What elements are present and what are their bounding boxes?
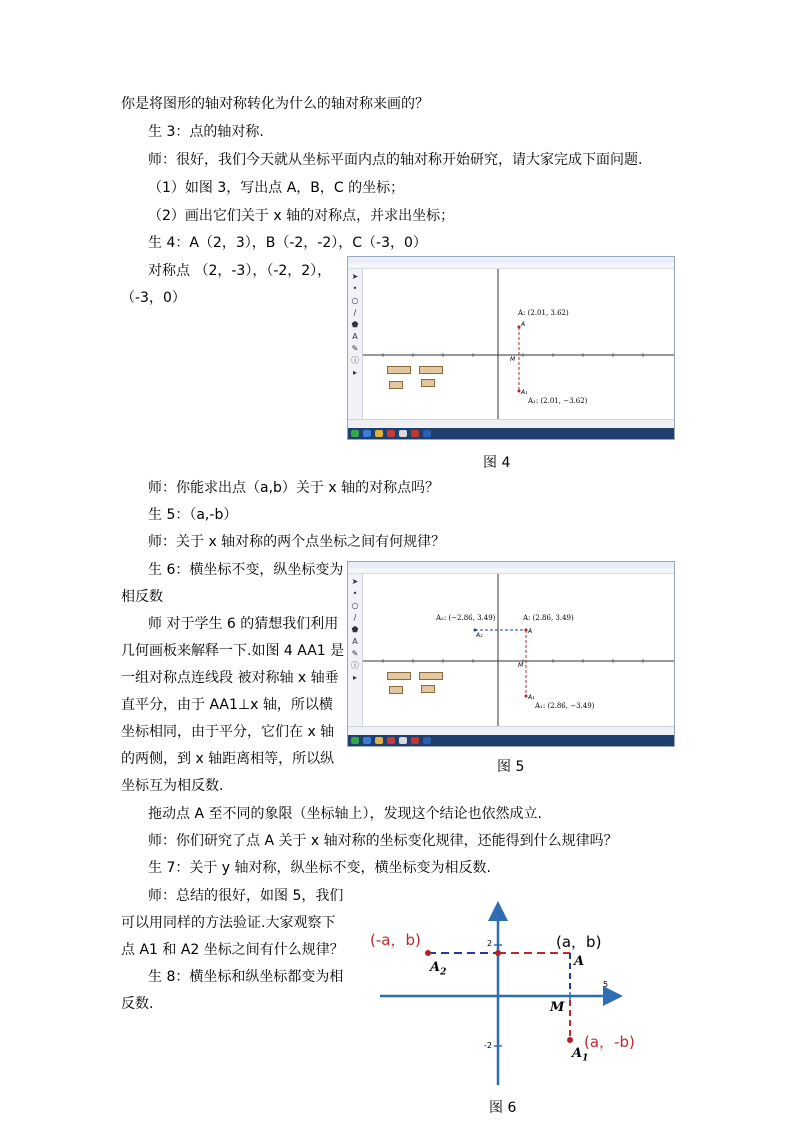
paragraph-student4: 生 4：A（2，3），B（-2，-2），C（-3，0） [148, 235, 427, 251]
point-a2-label: A₂ [476, 632, 483, 639]
paragraph-task2: （2）画出它们关于 x 轴的对称点，并求出坐标； [148, 208, 455, 224]
circle-tool-icon: ○ [351, 601, 359, 610]
toolbox [348, 269, 363, 419]
paragraph-summary-3: 点 A1 和 A2 坐标之间有什么规律？ [121, 942, 344, 958]
app-icon-2[interactable] [399, 737, 407, 744]
point-tool-icon: • [352, 284, 358, 293]
action-button-2[interactable] [419, 672, 443, 680]
text-tool-icon: A [352, 637, 358, 646]
folder-icon[interactable] [375, 430, 383, 437]
paragraph-explain-5: 坐标相同，由于平分，它们在 x 轴 [121, 724, 335, 740]
point-tool-icon: • [352, 589, 358, 598]
marker-tool-icon: ✎ [351, 344, 359, 353]
action-button-2[interactable] [419, 366, 443, 374]
point-a-label: A [528, 628, 533, 635]
figure-4-caption: 图 4 [483, 455, 511, 471]
info-tool-icon: ⓘ [351, 356, 359, 365]
tick-y-positive: 2 [487, 939, 493, 948]
taskbar [348, 428, 674, 439]
taskbar [348, 735, 674, 746]
pdf-icon[interactable] [411, 430, 419, 437]
point-m-label: M [518, 662, 524, 669]
line-tool-icon: ∕ [353, 308, 357, 317]
action-button-1[interactable] [387, 672, 411, 680]
paragraph-explain-2: 几何画板来解释一下.如图 4 AA1 是 [121, 643, 345, 659]
paragraph-teacher-more: 师：你们研究了点 A 关于 x 轴对称的坐标变化规律，还能得到什么规律吗？ [148, 833, 618, 849]
action-button-3[interactable] [389, 686, 403, 694]
label-a-coords: A: (2.86, 3.49) [523, 614, 574, 622]
action-button-3[interactable] [389, 381, 403, 389]
point-m-label: M [510, 356, 516, 363]
pdf-icon[interactable] [411, 737, 419, 744]
action-button-4[interactable] [421, 685, 435, 693]
point-a1-label: A₁ [521, 389, 528, 396]
figure-4-screenshot [347, 256, 675, 440]
label-a1-coords: A₁: (2.01, −3.62) [528, 397, 588, 405]
paragraph-student5: 生 5：（a,-b） [148, 507, 238, 523]
browser-icon[interactable] [363, 430, 371, 437]
app-icon-1[interactable] [387, 430, 395, 437]
paragraph-student6: 生 6：横坐标不变，纵坐标变为 [148, 562, 344, 578]
point-a-label: A [574, 954, 585, 969]
polygon-tool-icon: ⬟ [351, 320, 359, 329]
paragraph-student8: 生 8：横坐标和纵坐标都变为相 [148, 969, 344, 985]
paragraph-student3: 生 3：点的轴对称. [148, 124, 264, 140]
label-a2-coords: A₂: (−2.86, 3.49) [436, 614, 496, 622]
line-tool-icon: ∕ [353, 613, 357, 622]
sketch-canvas [363, 574, 674, 726]
figure-5-caption: 图 5 [497, 759, 525, 775]
label-a-coords: A: (2.01, 3.62) [518, 309, 569, 317]
coord-a2-label: (-a，b) [370, 931, 421, 949]
status-bar [348, 419, 674, 428]
point-a-label: A [521, 321, 526, 328]
polygon-tool-icon: ⬟ [351, 625, 359, 634]
paragraph-teacher-intro: 师：很好，我们今天就从坐标平面内点的轴对称开始研究，请大家完成下面问题. [148, 152, 643, 168]
action-button-1[interactable] [387, 366, 411, 374]
tick-y-negative: -2 [484, 1041, 492, 1050]
paragraph-summary-1: 师：总结的很好，如图 5，我们 [148, 888, 344, 904]
figure-6-diagram [360, 900, 660, 1090]
toolbox [348, 574, 363, 726]
paragraph-explain-3: 一组对称点连线段 被对称轴 x 轴垂 [121, 670, 339, 686]
app-icon-1[interactable] [387, 737, 395, 744]
start-icon[interactable] [351, 737, 359, 744]
action-button-4[interactable] [421, 379, 435, 387]
word-icon[interactable] [423, 430, 431, 437]
arrow-tool-icon: ➤ [351, 272, 359, 281]
paragraph-summary-2: 可以用同样的方法验证.大家观察下 [121, 915, 336, 931]
paragraph-explain-1: 师 对于学生 6 的猜想我们利用 [148, 616, 339, 632]
status-bar [348, 726, 674, 735]
custom-tool-icon: ▸ [352, 673, 357, 682]
paragraph-explain-4: 直平分，由于 AA1⊥x 轴，所以横 [121, 697, 333, 713]
paragraph-drag: 拖动点 A 至不同的象限（坐标轴上），发现这个结论也依然成立. [148, 806, 542, 822]
paragraph-student7: 生 7：关于 y 轴对称，纵坐标不变，横坐标变为相反数. [148, 860, 491, 876]
coord-a-label: (a，b) [556, 933, 602, 951]
paragraph-teacher-ab: 师：你能求出点（a,b）关于 x 轴的对称点吗？ [148, 480, 440, 496]
app-icon-2[interactable] [399, 430, 407, 437]
figure-5-screenshot [347, 561, 675, 747]
figure-6-caption: 图 6 [489, 1100, 517, 1116]
point-m-label: M [550, 1000, 565, 1015]
label-a1-coords: A₁: (2.86, −3.49) [535, 702, 595, 710]
paragraph-question: 你是将图形的轴对称转化为什么的轴对称来画的？ [121, 96, 429, 112]
point-a1-label: A₁ [528, 694, 535, 701]
coord-a1-label: (a，-b) [584, 1033, 635, 1051]
arrow-tool-icon: ➤ [351, 577, 359, 586]
folder-icon[interactable] [375, 737, 383, 744]
circle-tool-icon: ○ [351, 296, 359, 305]
point-a1-label: $A_1$ [572, 1046, 589, 1064]
text-tool-icon: A [352, 332, 358, 341]
info-tool-icon: ⓘ [351, 661, 359, 670]
paragraph-task1: （1）如图 3，写出点 A，B，C 的坐标； [148, 180, 405, 196]
word-icon[interactable] [423, 737, 431, 744]
marker-tool-icon: ✎ [351, 649, 359, 658]
sketch-canvas [363, 269, 674, 419]
paragraph-student6-cont: 相反数 [121, 589, 163, 605]
custom-tool-icon: ▸ [352, 368, 357, 377]
paragraph-symmetric-points-cont: （-3，0） [121, 290, 186, 306]
paragraph-teacher-rule: 师：关于 x 轴对称的两个点坐标之间有何规律？ [148, 534, 446, 550]
point-a2-label: $A_2$ [430, 960, 447, 978]
paragraph-explain-6: 的两侧，到 x 轴距离相等，所以纵 [121, 751, 335, 767]
paragraph-student8-cont: 反数. [121, 996, 154, 1012]
browser-icon[interactable] [363, 737, 371, 744]
tick-x: 5 [603, 980, 609, 989]
paragraph-explain-7: 坐标互为相反数. [121, 778, 224, 794]
paragraph-symmetric-points: 对称点 （2，-3），（-2，2）， [148, 263, 332, 279]
start-icon[interactable] [351, 430, 359, 437]
